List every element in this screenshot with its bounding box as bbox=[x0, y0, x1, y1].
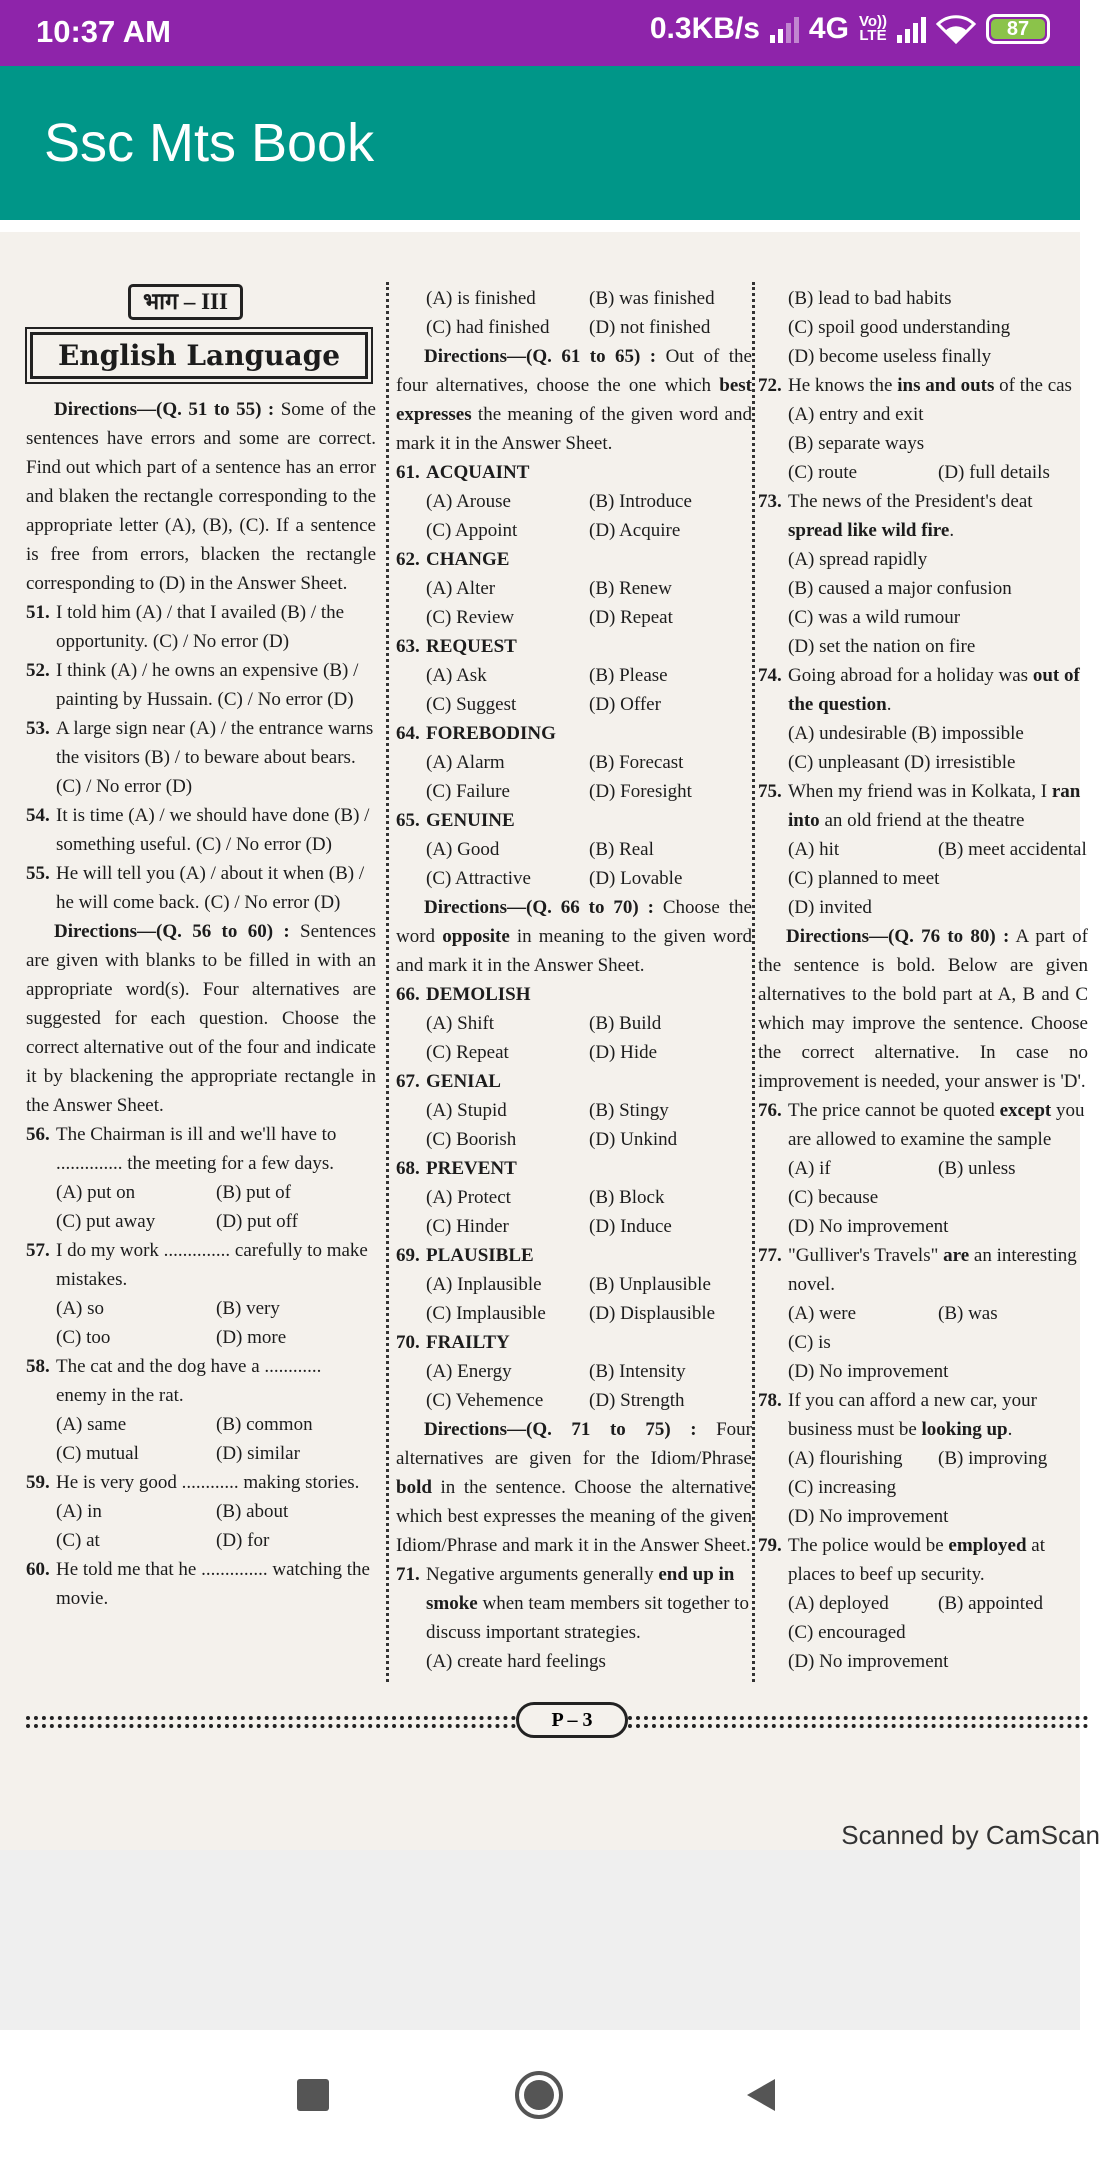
question-number: 69. bbox=[396, 1245, 420, 1266]
option-b: (B) Introduce bbox=[589, 491, 692, 512]
navigation-bar bbox=[0, 2030, 1080, 2160]
options-60 bbox=[396, 284, 752, 342]
directions-text: Four alternatives are given for the Idiom/Phrase bbox=[396, 1419, 752, 1469]
option-c: (C) encouraged bbox=[788, 1622, 906, 1643]
options-72 bbox=[758, 458, 1088, 487]
option-b: (B) Renew bbox=[589, 578, 672, 599]
signal-icon bbox=[770, 15, 799, 43]
options-70 bbox=[396, 1357, 752, 1415]
option-b: (B) Block bbox=[589, 1187, 665, 1208]
option-c: (C) had finished bbox=[426, 317, 550, 338]
option-d: (D) Induce bbox=[589, 1216, 672, 1237]
status-icons bbox=[650, 12, 1050, 46]
question-number: 67. bbox=[396, 1071, 420, 1092]
app-title: Ssc Mts Book bbox=[44, 113, 375, 173]
page-column-2 bbox=[396, 284, 752, 1676]
question-number: 72. bbox=[758, 375, 782, 396]
question-number: 76. bbox=[758, 1100, 782, 1121]
option-b: (B) appointed bbox=[938, 1593, 1044, 1614]
signal-icon-2 bbox=[897, 15, 926, 43]
option-d: (D) No improvement bbox=[788, 1216, 949, 1237]
question-64 bbox=[396, 719, 752, 748]
question-number: 57. bbox=[26, 1240, 50, 1261]
option-a: (A) were bbox=[788, 1303, 857, 1324]
option-b: (B) Build bbox=[589, 1013, 662, 1034]
recents-icon bbox=[295, 2077, 331, 2113]
question-number: 51. bbox=[26, 602, 50, 623]
option-b: (B) unless bbox=[938, 1158, 1016, 1179]
question-text-bold: looking up bbox=[921, 1419, 1008, 1440]
option-d: (D) Repeat bbox=[589, 607, 673, 628]
section-tag: भाग – III bbox=[128, 284, 243, 320]
question-word: FRAILTY bbox=[426, 1332, 510, 1353]
scanned-page-image[interactable] bbox=[0, 232, 1088, 1852]
options-78 bbox=[758, 1444, 1088, 1473]
question-53 bbox=[26, 714, 376, 801]
option-a: (A) put on bbox=[56, 1182, 136, 1203]
option-a: (A) Alter bbox=[426, 578, 496, 599]
option-c: (C) route bbox=[788, 462, 858, 483]
question-text-post: at places to beef up security. bbox=[788, 1535, 1045, 1585]
directions-bold: opposite bbox=[442, 926, 510, 947]
status-bar bbox=[0, 0, 1080, 66]
question-65 bbox=[396, 806, 752, 835]
directions-label: Directions—(Q. 61 to 65) : bbox=[424, 346, 657, 367]
question-text-pre: He knows the bbox=[788, 375, 898, 396]
volte-label: Vo)) bbox=[858, 13, 887, 30]
column-divider bbox=[752, 282, 755, 1682]
question-text-bold: ran into bbox=[788, 781, 1081, 831]
question-text: It is time (A) / we should have done (B) / something useful. (C) / No error (D) bbox=[56, 805, 370, 855]
option-d: (D) become useless finally bbox=[788, 346, 992, 367]
question-text bbox=[788, 661, 1088, 719]
option-b: (B) meet accidental bbox=[938, 839, 1087, 860]
question-58 bbox=[26, 1352, 376, 1410]
question-text bbox=[426, 1560, 752, 1647]
question-66 bbox=[396, 980, 752, 1009]
option-a: (A) deployed bbox=[788, 1593, 889, 1614]
question-number: 59. bbox=[26, 1472, 50, 1493]
question-79 bbox=[758, 1531, 1088, 1589]
page-column-3 bbox=[758, 284, 1088, 1676]
option-b: (B) common bbox=[216, 1414, 313, 1435]
option-b: (B) Unplausible bbox=[589, 1274, 711, 1295]
question-text bbox=[788, 1531, 1088, 1589]
question-52 bbox=[26, 656, 376, 714]
question-number: 62. bbox=[396, 549, 420, 570]
option-a: (A) Inplausible bbox=[426, 1274, 542, 1295]
battery-level: 87 bbox=[991, 19, 1045, 39]
directions-text: Choose the word bbox=[396, 897, 752, 947]
option-b: (B) very bbox=[216, 1298, 280, 1319]
option-c: (C) increasing bbox=[788, 1477, 897, 1498]
options-57 bbox=[26, 1294, 376, 1352]
home-button[interactable] bbox=[504, 2060, 574, 2130]
directions-text: Some of the sentences have errors and some are correct. Find out which part of a sentence has an error and blaken the rectangle corresponding to the appropriate letter (A), (B), (C). If a sentence is free from errors, blacken the rectangle corresponding to (D) in the Answer Sheet. bbox=[26, 399, 376, 594]
options-67 bbox=[396, 1096, 752, 1154]
question-number: 63. bbox=[396, 636, 420, 657]
question-number: 55. bbox=[26, 863, 50, 884]
back-button[interactable] bbox=[726, 2060, 796, 2130]
options-59 bbox=[26, 1497, 376, 1555]
question-text-post: an interesting novel. bbox=[788, 1245, 1077, 1295]
question-77 bbox=[758, 1241, 1088, 1299]
question-text-bold: end up in smoke bbox=[426, 1564, 735, 1614]
option-d: (D) Lovable bbox=[589, 868, 683, 889]
question-text bbox=[788, 1096, 1088, 1154]
option-c: (C) Hinder bbox=[426, 1216, 509, 1237]
option-c: (C) mutual bbox=[56, 1443, 139, 1464]
option-c: (C) Review bbox=[426, 607, 515, 628]
directions-label: Directions—(Q. 66 to 70) : bbox=[424, 897, 654, 918]
question-word: GENUINE bbox=[426, 810, 515, 831]
question-number: 64. bbox=[396, 723, 420, 744]
question-text-post: when team members sit together to discuss important strategies. bbox=[426, 1593, 749, 1643]
lte-label: LTE bbox=[859, 27, 887, 44]
directions-bold: bold bbox=[396, 1477, 432, 1498]
question-word: FOREBODING bbox=[426, 723, 556, 744]
option-b: (B) Real bbox=[589, 839, 654, 860]
question-59 bbox=[26, 1468, 376, 1497]
directions-text: in meaning to the given word and mark it in the Answer Sheet. bbox=[396, 926, 752, 976]
option-d: (D) Acquire bbox=[589, 520, 681, 541]
directions-text: Out of the four alternatives, choose the one which bbox=[396, 346, 752, 396]
directions-56-60 bbox=[26, 917, 376, 1120]
option-a: (A) same bbox=[56, 1414, 127, 1435]
question-61 bbox=[396, 458, 752, 487]
option-d: (D) Offer bbox=[589, 694, 661, 715]
option-a: (A) flourishing bbox=[788, 1448, 903, 1469]
page-footer bbox=[0, 1702, 1080, 1742]
section-title: English Language bbox=[30, 332, 368, 379]
options-64 bbox=[396, 748, 752, 806]
option-b: (B) Please bbox=[589, 665, 668, 686]
option-a: (A) spread rapidly bbox=[788, 549, 928, 570]
option-a: (A) Shift bbox=[426, 1013, 495, 1034]
option-d: (D) Hide bbox=[589, 1042, 658, 1063]
directions-label: Directions—(Q. 56 to 60) : bbox=[54, 921, 290, 942]
question-word: CHANGE bbox=[426, 549, 510, 570]
question-number: 79. bbox=[758, 1535, 782, 1556]
options-56 bbox=[26, 1178, 376, 1236]
option-b: (B) Forecast bbox=[589, 752, 684, 773]
question-text: I do my work .............. carefully to make mistakes. bbox=[56, 1240, 368, 1290]
option-d: (D) put off bbox=[216, 1211, 298, 1232]
option-d: (D) Unkind bbox=[589, 1129, 678, 1150]
option-d: (D) not finished bbox=[589, 317, 711, 338]
question-text: A large sign near (A) / the entrance warns the visitors (B) / to beware about bears. (C) / No error (D) bbox=[56, 718, 374, 797]
question-text-pre: The price cannot be quoted bbox=[788, 1100, 1000, 1121]
question-text-post: . bbox=[886, 694, 892, 715]
option-a: (A) Alarm bbox=[426, 752, 505, 773]
directions-label: Directions—(Q. 71 to 75) : bbox=[424, 1419, 697, 1440]
question-text-bold: except bbox=[999, 1100, 1052, 1121]
question-word: DEMOLISH bbox=[426, 984, 531, 1005]
home-icon bbox=[513, 2069, 565, 2121]
scan-credit: Scanned by CamScan bbox=[841, 1820, 1100, 1850]
option-b: (B) about bbox=[216, 1501, 289, 1522]
option-d: (D) No improvement bbox=[788, 1361, 949, 1382]
option-a: (A) hit bbox=[788, 839, 840, 860]
question-text-bold: out of the question bbox=[788, 665, 1080, 715]
option-c: (C) was a wild rumour bbox=[788, 607, 961, 628]
option-a: (A) Protect bbox=[426, 1187, 511, 1208]
options-61 bbox=[396, 487, 752, 545]
option-c: (C) Implausible bbox=[426, 1303, 546, 1324]
question-number: 68. bbox=[396, 1158, 420, 1179]
question-word: GENIAL bbox=[426, 1071, 501, 1092]
question-60 bbox=[26, 1555, 376, 1613]
question-text-bold: spread like wild fire bbox=[788, 520, 950, 541]
option-c: (C) planned to meet bbox=[788, 868, 940, 889]
directions-bold: best expresses bbox=[396, 375, 752, 425]
directions-76-80 bbox=[758, 922, 1088, 1096]
question-78 bbox=[758, 1386, 1088, 1444]
question-number: 65. bbox=[396, 810, 420, 831]
option-d: (D) more bbox=[216, 1327, 287, 1348]
option-d: (D) Strength bbox=[589, 1390, 685, 1411]
back-icon bbox=[741, 2075, 781, 2115]
battery-icon bbox=[986, 14, 1050, 44]
option-a: (A) is finished bbox=[426, 288, 536, 309]
question-text: He told me that he .............. watching the movie. bbox=[56, 1559, 370, 1609]
question-text-post: an old friend at the theatre bbox=[819, 810, 1025, 831]
question-67 bbox=[396, 1067, 752, 1096]
option-c: (C) too bbox=[56, 1327, 111, 1348]
question-number: 75. bbox=[758, 781, 782, 802]
directions-text: the meaning of the given word and mark it in the Answer Sheet. bbox=[396, 404, 752, 454]
question-word: REQUEST bbox=[426, 636, 517, 657]
question-69 bbox=[396, 1241, 752, 1270]
option-d: (D) similar bbox=[216, 1443, 300, 1464]
directions-61-65 bbox=[396, 342, 752, 458]
option-cd: (C) unpleasant (D) irresistible bbox=[788, 752, 1016, 773]
directions-text: Sentences are given with blanks to be filled in with an appropriate word(s). Four alternatives are suggested for each question. Choose the correct alternative out of the four and indicate it by blackening the appropriate rectangle in the Answer Sheet. bbox=[26, 921, 376, 1116]
option-a: (A) Arouse bbox=[426, 491, 511, 512]
question-word: ACQUAINT bbox=[426, 462, 530, 483]
question-54 bbox=[26, 801, 376, 859]
question-51 bbox=[26, 598, 376, 656]
question-word: PREVENT bbox=[426, 1158, 517, 1179]
question-text-post: . bbox=[1007, 1419, 1013, 1440]
question-text bbox=[788, 371, 1088, 400]
option-b: (B) caused a major confusion bbox=[788, 578, 1012, 599]
footer-ornament bbox=[26, 1716, 516, 1728]
directions-text: in the sentence. Choose the alternative which best expresses the meaning of the given Idiom/Phrase and mark it in the Answer Sheet. bbox=[396, 1477, 752, 1556]
question-text: He is very good ............ making stories. bbox=[56, 1472, 360, 1493]
option-a: (A) Stupid bbox=[426, 1100, 507, 1121]
options-77 bbox=[758, 1299, 1088, 1328]
option-c: (C) spoil good understanding bbox=[788, 317, 1011, 338]
option-d: (D) full details bbox=[938, 462, 1050, 483]
question-74 bbox=[758, 661, 1088, 719]
options-62 bbox=[396, 574, 752, 632]
question-text: I told him (A) / that I availed (B) / the opportunity. (C) / No error (D) bbox=[56, 602, 345, 652]
options-63 bbox=[396, 661, 752, 719]
question-text-post: of the cas bbox=[994, 375, 1072, 396]
question-70 bbox=[396, 1328, 752, 1357]
question-text-pre: When my friend was in Kolkata, I bbox=[788, 781, 1052, 802]
options-66 bbox=[396, 1009, 752, 1067]
question-63 bbox=[396, 632, 752, 661]
option-a: (A) in bbox=[56, 1501, 102, 1522]
option-a: (A) if bbox=[788, 1158, 831, 1179]
option-a: (A) Good bbox=[426, 839, 500, 860]
network-speed: 0.3KB/s bbox=[649, 12, 760, 45]
question-number: 66. bbox=[396, 984, 420, 1005]
option-d: (D) set the nation on fire bbox=[788, 636, 976, 657]
question-text-bold: employed bbox=[948, 1535, 1027, 1556]
options-68 bbox=[396, 1183, 752, 1241]
app-bar bbox=[0, 66, 1080, 220]
options-75 bbox=[758, 835, 1088, 864]
directions-66-70 bbox=[396, 893, 752, 980]
question-text-pre: Going abroad for a holiday was bbox=[788, 665, 1033, 686]
question-55 bbox=[26, 859, 376, 917]
question-73 bbox=[758, 487, 1088, 545]
page-number: P – 3 bbox=[516, 1702, 628, 1738]
question-72 bbox=[758, 371, 1088, 400]
option-c: (C) put away bbox=[56, 1211, 156, 1232]
wifi-icon bbox=[936, 14, 976, 44]
option-c: (C) Boorish bbox=[426, 1129, 517, 1150]
option-ab: (A) undesirable (B) impossible bbox=[788, 723, 1024, 744]
question-text: The cat and the dog have a ............ enemy in the rat. bbox=[56, 1356, 322, 1406]
question-text-pre: "Gulliver's Travels" bbox=[788, 1245, 944, 1266]
question-number: 56. bbox=[26, 1124, 50, 1145]
question-56 bbox=[26, 1120, 376, 1178]
option-c: (C) Repeat bbox=[426, 1042, 509, 1063]
page-column-1 bbox=[26, 284, 376, 1613]
option-d: (D) No improvement bbox=[788, 1651, 949, 1672]
option-c: (C) is bbox=[788, 1332, 831, 1353]
option-c: (C) Appoint bbox=[426, 520, 518, 541]
question-text-bold: are bbox=[943, 1245, 970, 1266]
question-text-post: you are allowed to examine the sample bbox=[788, 1100, 1085, 1150]
question-number: 71. bbox=[396, 1564, 420, 1585]
option-b: (B) separate ways bbox=[788, 433, 925, 454]
question-number: 78. bbox=[758, 1390, 782, 1411]
directions-label: Directions—(Q. 76 to 80) : bbox=[786, 926, 1010, 947]
directions-label: Directions—(Q. 51 to 55) : bbox=[54, 399, 275, 420]
options-76 bbox=[758, 1154, 1088, 1183]
question-text bbox=[788, 1386, 1088, 1444]
volte-icon bbox=[859, 15, 887, 43]
network-type: 4G bbox=[808, 12, 849, 45]
option-a: (A) entry and exit bbox=[788, 404, 924, 425]
options-58 bbox=[26, 1410, 376, 1468]
footer-ornament bbox=[628, 1716, 1088, 1728]
question-number: 74. bbox=[758, 665, 782, 686]
question-number: 73. bbox=[758, 491, 782, 512]
question-number: 52. bbox=[26, 660, 50, 681]
directions-text: A part of the sentence is bold. Below are given alternatives to the bold part at A, B and C which may improve the sentence. Choose the correct alternative. In case no improvement is needed, your answer is 'D'. bbox=[758, 926, 1088, 1092]
question-number: 54. bbox=[26, 805, 50, 826]
option-a: (A) Energy bbox=[426, 1361, 512, 1382]
option-d: (D) invited bbox=[788, 897, 872, 918]
question-text-pre: If you can afford a new car, your business must be bbox=[788, 1390, 1037, 1440]
directions-71-75 bbox=[396, 1415, 752, 1560]
options-79 bbox=[758, 1589, 1088, 1618]
option-c: (C) because bbox=[788, 1187, 879, 1208]
question-number: 60. bbox=[26, 1559, 50, 1580]
option-d: (D) Foresight bbox=[589, 781, 692, 802]
question-text-pre: The police would be bbox=[788, 1535, 949, 1556]
question-76 bbox=[758, 1096, 1088, 1154]
option-b: (B) was finished bbox=[589, 288, 715, 309]
question-number: 58. bbox=[26, 1356, 50, 1377]
question-62 bbox=[396, 545, 752, 574]
option-d: (D) No improvement bbox=[788, 1506, 949, 1527]
options-69 bbox=[396, 1270, 752, 1328]
question-text: I think (A) / he owns an expensive (B) / painting by Hussain. (C) / No error (D) bbox=[56, 660, 359, 710]
question-71 bbox=[396, 1560, 752, 1647]
question-text bbox=[788, 777, 1088, 835]
option-d: (D) for bbox=[216, 1530, 270, 1551]
option-b: (B) improving bbox=[938, 1448, 1048, 1469]
question-75 bbox=[758, 777, 1088, 835]
question-number: 77. bbox=[758, 1245, 782, 1266]
options-65 bbox=[396, 835, 752, 893]
question-68 bbox=[396, 1154, 752, 1183]
question-text-pre: The news of the President's deat bbox=[788, 491, 1033, 512]
option-d: (D) Displausible bbox=[589, 1303, 716, 1324]
option-c: (C) at bbox=[56, 1530, 100, 1551]
question-text bbox=[788, 1241, 1088, 1299]
question-text: He will tell you (A) / about it when (B) / he will come back. (C) / No error (D) bbox=[56, 863, 365, 913]
question-number: 53. bbox=[26, 718, 50, 739]
question-57 bbox=[26, 1236, 376, 1294]
option-b: (B) put of bbox=[216, 1182, 291, 1203]
option-b: (B) lead to bad habits bbox=[788, 288, 952, 309]
page-bottom-margin bbox=[0, 1850, 1080, 2030]
question-text bbox=[788, 487, 1088, 545]
option-b: (B) Stingy bbox=[589, 1100, 669, 1121]
option-c: (C) Suggest bbox=[426, 694, 517, 715]
option-c: (C) Failure bbox=[426, 781, 510, 802]
option-a: (A) Ask bbox=[426, 665, 487, 686]
column-divider bbox=[386, 282, 389, 1682]
question-text: The Chairman is ill and we'll have to .............. the meeting for a few days. bbox=[56, 1124, 337, 1174]
question-number: 61. bbox=[396, 462, 420, 483]
option-b: (B) Intensity bbox=[589, 1361, 686, 1382]
directions-51-55 bbox=[26, 395, 376, 598]
option-a: (A) create hard feelings bbox=[426, 1651, 606, 1672]
option-c: (C) Attractive bbox=[426, 868, 531, 889]
question-text-bold: ins and outs bbox=[897, 375, 995, 396]
status-time: 10:37 AM bbox=[36, 14, 171, 49]
question-number: 70. bbox=[396, 1332, 420, 1353]
option-c: (C) Vehemence bbox=[426, 1390, 544, 1411]
question-word: PLAUSIBLE bbox=[426, 1245, 534, 1266]
question-text-pre: Negative arguments generally bbox=[426, 1564, 659, 1585]
recents-button[interactable] bbox=[278, 2060, 348, 2130]
option-b: (B) was bbox=[938, 1303, 998, 1324]
question-text-post: . bbox=[949, 520, 955, 541]
option-a: (A) so bbox=[56, 1298, 105, 1319]
